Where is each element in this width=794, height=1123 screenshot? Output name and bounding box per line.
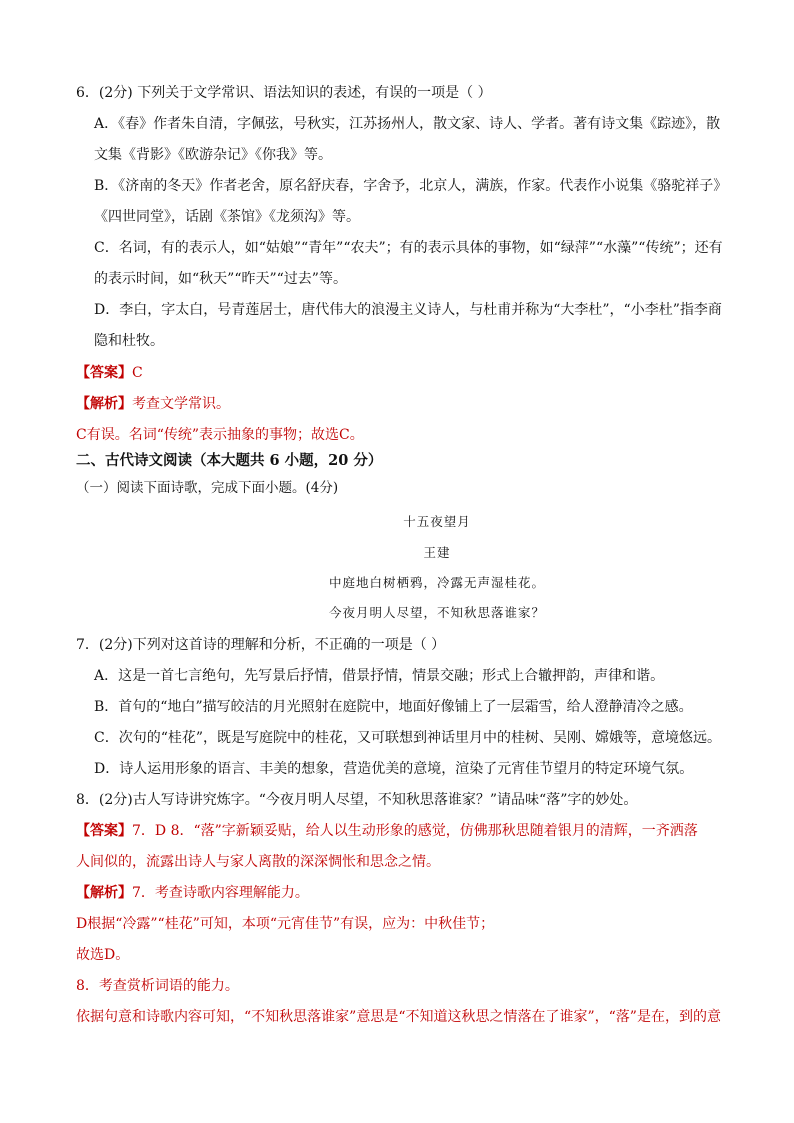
analysis-text: 7．考查诗歌内容理解能力。: [132, 885, 309, 901]
q8-analysis-line3: 故选D。: [76, 947, 130, 963]
answer-text: 7．D 8．“落”字新颖妥贴，给人以生动形象的感觉，仿佛那秋思随着银月的清辉，一齐洒落: [132, 823, 698, 839]
poem-line-1: 中庭地白树栖鸦，冷露无声湿桂花。: [328, 575, 545, 590]
q6-option-c-line1: C．名词，有的表示人，如“姑娘”“青年”“农夫”；有的表示具体的事物，如“绿萍”“水藻”“传统”；还有: [94, 240, 723, 256]
q7-option-c: C．次句的“桂花”，既是写庭院中的桂花，又可联想到神话里月中的桂树、吴刚、嫦娥等，意境悠远。: [94, 730, 722, 746]
analysis-tag: 【解析】: [76, 885, 132, 901]
q6-analysis: [76, 394, 230, 414]
q7-option-a: A．这是一首七言绝句，先写景后抒情，借景抒情，情景交融；形式上合辙押韵，声律和谐。: [94, 668, 665, 684]
q8-answer-line1: [76, 821, 698, 841]
q6-explanation: C有误。名词“传统”表示抽象的事物；故选C。: [76, 427, 364, 443]
q7-option-b: B．首句的“地白”描写皎洁的月光照射在庭院中，地面好像铺上了一层霜雪，给人澄静清冷之感。: [94, 699, 693, 715]
section-title: 二、古代诗文阅读（本大题共 6 小题，20 分）: [76, 452, 383, 469]
answer-value: C: [132, 365, 143, 381]
q6-option-d-line1: D．李白，字太白，号青莲居士，唐代伟大的浪漫主义诗人，与杜甫并称为“大李杜”，“小李杜”指李商: [94, 302, 722, 318]
q6-option-a-line1: A．《春》作者朱自清，字佩弦，号秋实，江苏扬州人，散文家、诗人、学者。著有诗文集《踪迹》，散: [94, 116, 721, 132]
q7-stem: 7．(2分)下列对这首诗的理解和分析，不正确的一项是（ ）: [76, 637, 446, 653]
poem-author: 王建: [423, 545, 451, 560]
q8-analysis-line1: [76, 883, 309, 903]
answer-tag: 【答案】: [76, 823, 132, 839]
q6-answer: [76, 363, 143, 383]
q8-answer-line2: 人间似的，流露出诗人与家人离散的深深惆怅和思念之情。: [76, 854, 440, 870]
q7-option-d: D．诗人运用形象的语言、丰美的想象，营造优美的意境，渲染了元宵佳节望月的特定环境气氛。: [94, 761, 694, 777]
analysis-tag: 【解析】: [76, 396, 132, 412]
answer-tag: 【答案】: [76, 365, 132, 381]
q6-stem: 6．(2分) 下列关于文学常识、语法知识的表述，有误的一项是（ ）: [76, 85, 492, 101]
q8-analysis-line5: 依据句意和诗歌内容可知，“不知秋思落谁家”意思是“不知道这秋思之情落在了谁家”，“落”是在，到的意: [76, 1009, 721, 1025]
q8-analysis-line4: 8．考查赏析词语的能力。: [76, 978, 239, 994]
section-subtitle: （一）阅读下面诗歌，完成下面小题。(4分): [76, 480, 339, 496]
q6-option-c-line2: 的表示时间，如“秋天”“昨天”“过去”等。: [94, 271, 347, 287]
q8-analysis-line2: D根据“冷露”“桂花”可知，本项“元宵佳节”有误，应为：中秋佳节；: [76, 916, 495, 932]
q6-option-b-line2: 《四世同堂》，话剧《茶馆》《龙须沟》等。: [94, 209, 360, 225]
q6-option-d-line2: 隐和杜牧。: [94, 333, 164, 349]
poem-title: 十五夜望月: [403, 514, 471, 529]
q6-option-b-line1: B．《济南的冬天》作者老舍，原名舒庆春，字舍予，北京人，满族，作家。代表作小说集《骆驼祥子》: [94, 178, 728, 194]
poem-line-2: 今夜月明人尽望，不知秋思落谁家？: [328, 605, 545, 620]
analysis-text: 考查文学常识。: [132, 396, 230, 412]
q6-option-a-line2: 文集《背影》《欧游杂记》《你我》等。: [94, 147, 332, 163]
q8-stem: 8．(2分)古人写诗讲究炼字。“今夜月明人尽望，不知秋思落谁家？”请品味“落”字的妙处。: [76, 792, 638, 808]
